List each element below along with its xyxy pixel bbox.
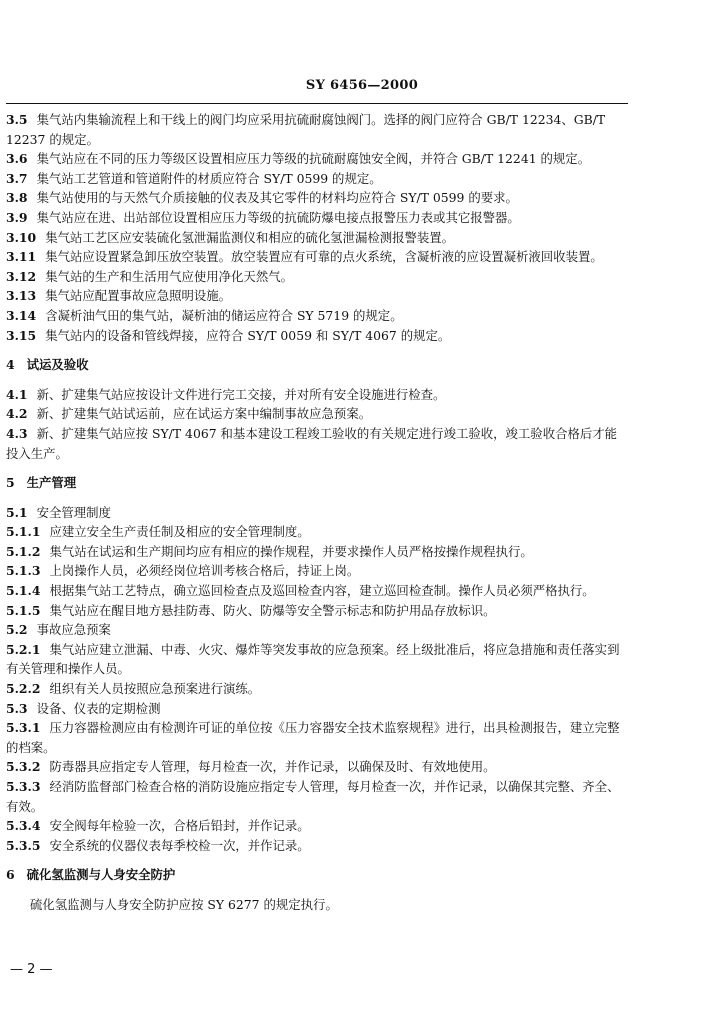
clause-text: 集气站应建立泄漏、中毒、火灾、爆炸等突发事故的应急预案。经上级批准后，将应急措施和责任落实到有关管理和操作人员。	[6, 641, 620, 677]
clause-paragraph	[6, 816, 628, 836]
clause-text: 安全管理制度	[36, 504, 111, 520]
chapter-heading	[6, 865, 628, 885]
clause-number: 3.7	[6, 170, 28, 186]
clause-number: 3.11	[6, 249, 37, 265]
clause-text: 硫化氢监测与人身安全防护	[26, 867, 176, 883]
clause-number: 5.2.2	[6, 681, 41, 697]
clause-number: 3.9	[6, 209, 28, 225]
clause-text: 事故应急预案	[36, 622, 111, 638]
clause-paragraph	[6, 286, 628, 306]
clause-number: 3.14	[6, 307, 37, 323]
clause-paragraph	[6, 503, 628, 523]
clause-paragraph	[6, 110, 628, 149]
clause-paragraph	[6, 581, 628, 601]
clause-number: 3.12	[6, 268, 37, 284]
clause-text: 新、扩建集气站应按设计文件进行完工交接，并对所有安全设施进行检查。	[36, 386, 446, 402]
page-header: SY 6456—2000	[305, 78, 419, 93]
clause-text: 集气站应在进、出站部位设置相应压力等级的抗硫防爆电接点报警压力表或其它报警器。	[36, 209, 520, 225]
clause-number: 5.1.2	[6, 543, 41, 559]
page-number: — 2 —	[10, 962, 53, 977]
clause-paragraph	[6, 267, 628, 287]
clause-paragraph	[6, 424, 628, 463]
clause-text: 试运及验收	[26, 357, 89, 373]
clause-text: 组织有关人员按照应急预案进行演练。	[49, 681, 261, 697]
clause-text: 压力容器检测应由有检测许可证的单位按《压力容器安全技术监察规程》进行，出具检测报告，建立完整的档案。	[6, 720, 620, 755]
clause-number: 3.15	[6, 327, 37, 343]
clause-text: 新、扩建集气站试运前，应在试运方案中编制事故应急预案。	[36, 406, 372, 422]
clause-text: 上岗操作人员，必须经岗位培训考核合格后，持证上岗。	[49, 563, 360, 579]
clause-paragraph	[6, 306, 628, 326]
clause-paragraph	[6, 208, 628, 228]
clause-text: 硫化氢监测与人身安全防护应按 SY 6277 的规定执行。	[30, 896, 338, 912]
document-body	[6, 110, 628, 915]
clause-number: 4.2	[6, 406, 28, 422]
clause-number: 5.3.4	[6, 818, 41, 834]
clause-paragraph	[6, 777, 628, 816]
clause-paragraph	[6, 149, 628, 169]
clause-text: 设备、仪表的定期检测	[36, 700, 161, 716]
clause-paragraph	[6, 718, 628, 757]
clause-paragraph	[6, 836, 628, 856]
clause-text: 集气站应在不同的压力等级区设置相应压力等级的抗硫耐腐蚀安全阀，并符合 GB/T 12241 的规定。	[36, 151, 591, 167]
clause-text: 经消防监督部门检查合格的消防设施应指定专人管理，每月检查一次，并作记录，以确保其完整、齐全、有效。	[6, 779, 620, 814]
clause-text: 新、扩建集气站应按 SY/T 4067 和基本建设工程竣工验收的有关规定进行竣工验收，竣工验收合格后才能投入生产。	[6, 425, 618, 461]
clause-number: 5.3.5	[6, 837, 41, 853]
clause-paragraph	[6, 385, 628, 405]
clause-number: 5.1.5	[6, 602, 41, 618]
clause-paragraph	[6, 326, 628, 346]
clause-paragraph	[6, 404, 628, 424]
clause-paragraph	[6, 169, 628, 189]
clause-number: 4.1	[6, 386, 28, 402]
clause-number: 4.3	[6, 425, 28, 441]
clause-number: 5.1.4	[6, 583, 41, 599]
clause-text: 集气站工艺管道和管道附件的材质应符合 SY/T 0599 的规定。	[36, 170, 382, 186]
clause-text: 安全阀每年检验一次，合格后铅封，并作记录。	[49, 818, 310, 834]
clause-text: 集气站内集输流程上和干线上的阀门均应采用抗硫耐腐蚀阀门。选择的阀门应符合 GB/T 12234、GB/T 12237 的规定。	[6, 112, 606, 147]
clause-text: 集气站工艺区应安装硫化氢泄漏监测仪和相应的硫化氢泄漏检测报警装置。	[45, 229, 455, 245]
clause-paragraph	[6, 228, 628, 248]
clause-paragraph	[6, 188, 628, 208]
clause-number: 5.2	[6, 622, 28, 638]
clause-paragraph	[6, 542, 628, 562]
clause-number: 3.10	[6, 229, 37, 245]
clause-paragraph	[6, 699, 628, 719]
clause-text: 集气站应设置紧急卸压放空装置。放空装置应有可靠的点火系统，含凝析液的应设置凝析液回收装置。	[45, 249, 603, 265]
chapter-heading	[6, 473, 628, 493]
clause-number: 5.1.3	[6, 563, 41, 579]
clause-number: 5.3	[6, 700, 28, 716]
clause-text: 防毒器具应指定专人管理，每月检查一次，并作记录，以确保及时、有效地使用。	[49, 759, 496, 775]
header-rule	[6, 103, 628, 104]
clause-number: 3.8	[6, 190, 28, 206]
chapter-heading	[6, 355, 628, 375]
clause-text: 集气站应在醒目地方悬挂防毒、防火、防爆等安全警示标志和防护用品存放标识。	[49, 602, 496, 618]
clause-paragraph	[6, 522, 628, 542]
clause-number: 5.3.3	[6, 779, 41, 794]
clause-text: 含凝析油气田的集气站，凝析油的储运应符合 SY 5719 的规定。	[45, 307, 403, 323]
clause-text: 生产管理	[26, 475, 77, 491]
clause-number: 5.3.2	[6, 759, 41, 775]
clause-text: 集气站应配置事故应急照明设施。	[45, 288, 232, 304]
clause-number: 3.13	[6, 288, 37, 304]
clause-text: 集气站使用的与天然气介质接触的仪表及其它零件的材料均应符合 SY/T 0599 的要求。	[36, 190, 518, 206]
clause-text: 集气站的生产和生活用气应使用净化天然气。	[45, 268, 293, 284]
clause-number: 6	[6, 867, 15, 883]
clause-number: 5.1.1	[6, 524, 41, 540]
clause-paragraph	[6, 679, 628, 699]
clause-number: 5.2.1	[6, 641, 41, 657]
clause-text: 应建立安全生产责任制及相应的安全管理制度。	[49, 524, 310, 540]
clause-paragraph	[6, 620, 628, 640]
clause-paragraph	[6, 561, 628, 581]
clause-number: 4	[6, 357, 15, 373]
clause-paragraph	[6, 757, 628, 777]
clause-text: 集气站在试运和生产期间均应有相应的操作规程，并要求操作人员严格按操作规程执行。	[49, 543, 533, 559]
clause-paragraph	[6, 247, 628, 267]
clause-number: 3.5	[6, 112, 28, 127]
clause-text: 安全系统的仪器仪表每季校检一次，并作记录。	[49, 837, 310, 853]
body-paragraph	[6, 895, 628, 915]
clause-paragraph	[6, 640, 628, 679]
clause-text: 根据集气站工艺特点，确立巡回检查点及巡回检查内容，建立巡回检查制。操作人员必须严格执行。	[49, 583, 595, 599]
clause-number: 5	[6, 475, 15, 491]
clause-number: 3.6	[6, 151, 28, 167]
clause-number: 5.1	[6, 504, 28, 520]
clause-text: 集气站内的设备和管线焊接，应符合 SY/T 0059 和 SY/T 4067 的规定。	[45, 327, 451, 343]
clause-paragraph	[6, 601, 628, 621]
clause-number: 5.3.1	[6, 720, 41, 736]
